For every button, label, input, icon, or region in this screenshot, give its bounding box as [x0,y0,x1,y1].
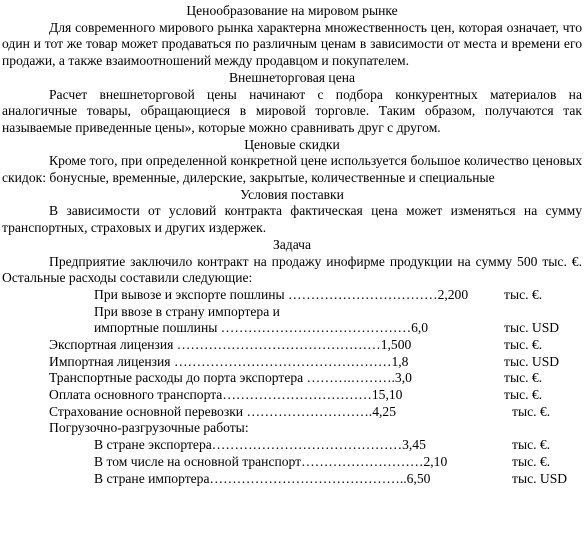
expense-row-import-duties [2,304,582,337]
expense-row-handling-header [2,420,582,437]
expense-label-line2: импортные пошлины ……………………………………6,0 [94,320,429,336]
expense-label: Погрузочно-разгрузочные работы: [49,420,249,436]
heading-foreign-trade-price: Внешнеторговая цена [228,69,356,85]
heading-price-discounts: Ценовые скидки [244,136,340,152]
expense-label: Экспортная лицензия ………………………………………1,500 [49,337,412,353]
expense-unit: тыс. €. [512,453,551,469]
expense-unit: тыс. €. [504,286,543,302]
heading-delivery-terms: Условия поставки [240,186,344,202]
expense-unit: тыс. USD [512,470,568,486]
expense-unit: тыс. €. [504,387,543,403]
expense-label: Оплата основного транспорта……………………………15,10 [49,387,403,403]
expense-label: В стране импортера……………………………………..6,50 [94,470,431,486]
expense-row-export-license [2,337,582,354]
paragraph-price-discounts: Кроме того, при определенной конкретной цене используется большое количество ценовых скидок: бонусные, временные, дилерские, закрытые, количественные и специальные [2,153,582,186]
expense-label: Импортная лицензия …………………………………………1,8 [49,353,409,369]
expense-unit: тыс. €. [504,337,543,353]
expense-unit: тыс. €. [512,403,551,419]
expense-row-transport-to-port [2,370,582,387]
expense-label: В стране экспортера……………………………………3,45 [94,437,426,453]
expense-unit: тыс. €. [504,370,543,386]
heading-pricing-world-market: Ценообразование на мировом рынке [186,3,398,18]
expense-label-line1: При ввозе в страну импортера и [94,303,280,319]
paragraph-delivery-terms: В зависимости от условий контракта фактическая цена может изменяться на сумму транспортных, страховых и других издержек. [2,203,582,236]
expense-list [2,287,582,487]
expense-unit: тыс. USD [504,353,560,369]
expense-row-insurance [2,404,582,421]
paragraph-task-intro: Предприятие заключило контракт на продажу инофирме продукции на сумму 500 тыс. €. Остальные расходы составили следующие: [2,253,582,286]
paragraph-foreign-trade-price: Расчет внешнеторговой цены начинают с подбора конкурентных материалов на аналогичные товары, обращающиеся в мировой торговле. Таким образом, получаются так называемые приведенные цены», которые можно сравнивать друг с другом. [2,86,582,135]
document-page [2,3,582,487]
expense-unit: тыс. USD [504,320,560,336]
expense-row-handling-exporter [2,437,582,454]
expense-label: При вывозе и экспорте пошлины ……………………………2,200 [94,286,469,302]
expense-row-import-license [2,354,582,371]
expense-unit: тыс. €. [512,437,551,453]
paragraph-pricing-world-market: Для современного мирового рынка характерна множественность цен, которая означает, что один и тот же товар может продаваться по различным ценам в зависимости от места и времени его продажи, а также взаимоотношений между продавцом и покупателем. [2,19,582,69]
expense-label: Транспортные расходы до порта экспортера ……….……….3,0 [49,370,412,386]
expense-row-handling-importer [2,471,582,488]
expense-row-export-duties [2,287,582,304]
expense-row-handling-main-transport [2,454,582,471]
expense-label: В том числе на основной транспорт………………………2,10 [94,453,448,469]
expense-label: Страхование основной перевозки ……………………….4,25 [49,403,396,419]
expense-row-main-transport [2,387,582,404]
heading-task: Задача [272,236,312,252]
